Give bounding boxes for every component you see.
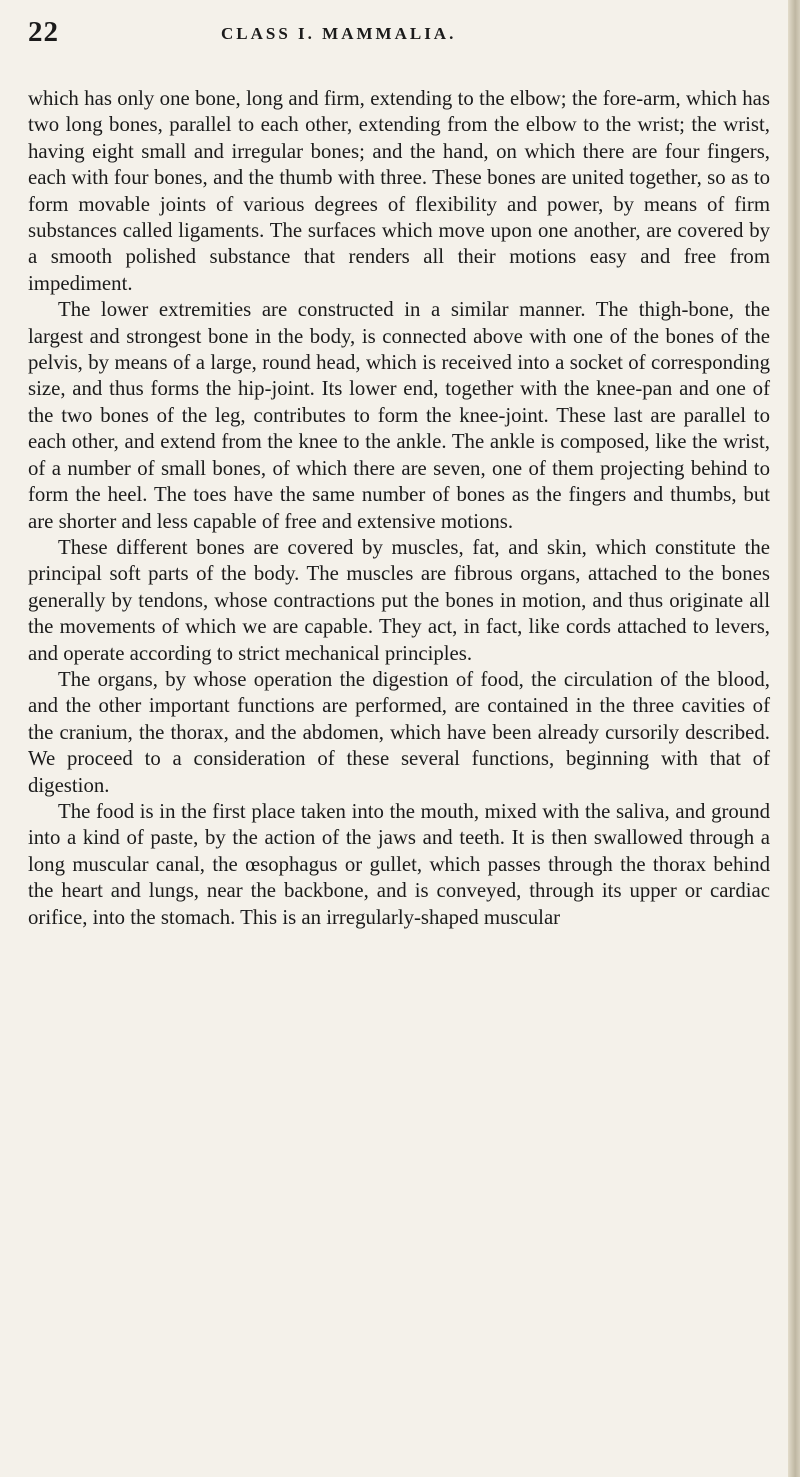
paragraph-muscles: These different bones are covered by muscles, fat, and skin, which constitute the principal soft parts of the body. The muscles are fibrous organs, attached to the bones generally by tendons, whose contractions put the bones in motion, and thus originate all the movements of which we are capable. They act, in fact, like cords attached to levers, and operate according to strict mechanical principles.: [28, 535, 770, 665]
paragraph-organs: The organs, by whose operation the digestion of food, the circulation of the blood, and the other important functions are performed, are contained in the three cavities of the cranium, the thorax, and the abdomen, which have been already cursorily described. We proceed to a consideration of these several functions, beginning with that of digestion.: [28, 667, 770, 797]
running-title: CLASS I. MAMMALIA.: [221, 24, 457, 43]
paragraph-continued: which has only one bone, long and firm, extending to the elbow; the fore-arm, which has two long bones, parallel to each other, extending from the elbow to the wrist; the wrist, having eight small and irregular bones; and the hand, on which there are four fingers, each with four bones, and the thumb with three. These bones are united together, so as to form movable joints of various degrees of flexibility and power, by means of firm substances called ligaments. The surfaces which move upon one another, are covered by a smooth polished substance that renders all their motions easy and free from impediment.: [28, 87, 770, 295]
paragraph-digestion: The food is in the first place taken into the mouth, mixed with the saliva, and ground into a kind of paste, by the action of the jaws and teeth. It is then swallowed through a long muscular canal, the œsophagus or gullet, which passes through the thorax behind the heart and lungs, near the backbone, and is conveyed, through its upper or cardiac orifice, into the stomach. This is an irregularly-shaped muscular: [28, 799, 770, 929]
page-edge: [788, 0, 800, 1477]
page-number: 22: [28, 16, 59, 48]
body-text: [28, 86, 770, 931]
running-head: [28, 16, 768, 52]
paragraph-lower-extremities: The lower extremities are constructed in a similar manner. The thigh-bone, the largest and strongest bone in the body, is connected above with one of the bones of the pelvis, by means of a large, round head, which is received into a socket of corresponding size, and thus forms the hip-joint. Its lower end, together with the knee-pan and one of the two bones of the leg, contributes to form the knee-joint. These last are parallel to each other, and extend from the knee to the ankle. The ankle is composed, like the wrist, of a number of small bones, of which there are seven, one of them projecting behind to form the heel. The toes have the same number of bones as the fingers and thumbs, but are shorter and less capable of free and extensive motions.: [28, 298, 770, 533]
